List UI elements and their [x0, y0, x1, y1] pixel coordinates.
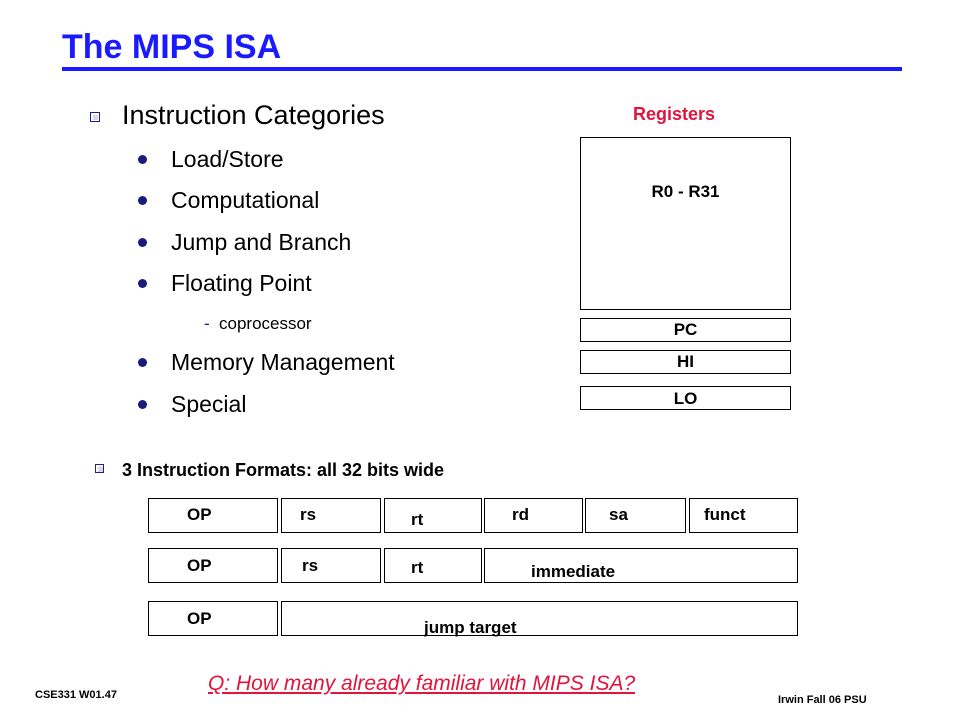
round-bullet-icon: [138, 196, 147, 205]
hi-label: HI: [677, 352, 694, 371]
field-label: rt: [411, 510, 424, 529]
round-bullet-icon: [138, 400, 147, 409]
field-label: sa: [609, 505, 628, 524]
round-bullet-icon: [138, 279, 147, 288]
lo-register-box: [580, 386, 791, 410]
r-rd-field: [484, 498, 583, 533]
round-bullet-icon: [138, 155, 147, 164]
i-op-field: [148, 548, 278, 583]
i-rt-field: [384, 548, 482, 583]
footer-author: Irwin Fall 06 PSU: [778, 694, 867, 706]
pc-label: PC: [673, 320, 698, 339]
r-rt-field: [384, 498, 482, 533]
r-op-field: [148, 498, 278, 533]
field-label: OP: [187, 505, 212, 524]
field-label: OP: [187, 609, 212, 628]
registers-heading: Registers: [633, 104, 716, 124]
category-item: Memory Management: [171, 349, 395, 375]
category-sub-item: coprocessor: [219, 314, 312, 333]
j-target-field: [281, 601, 798, 636]
field-label: immediate: [531, 562, 616, 581]
register-file-label: R0 - R31: [651, 182, 720, 201]
sub-dash: -: [204, 314, 210, 333]
i-immediate-field: [484, 548, 798, 583]
hi-register-box: [580, 350, 791, 374]
category-item: Computational: [171, 187, 320, 213]
formats-heading: 3 Instruction Formats: all 32 bits wide: [122, 460, 445, 480]
lo-label: LO: [673, 389, 698, 408]
field-label: rs: [300, 505, 317, 524]
square-bullet-icon: [95, 464, 104, 473]
pc-register-box: [580, 318, 791, 342]
i-rs-field: [281, 548, 381, 583]
field-label: jump target: [424, 618, 517, 637]
r-sa-field: [585, 498, 686, 533]
category-item: Special: [171, 391, 247, 417]
category-item: Floating Point: [171, 270, 312, 296]
register-file-box: [580, 137, 791, 310]
slide-title: The MIPS ISA: [62, 28, 282, 66]
title-underline: [62, 67, 902, 71]
field-label: rd: [512, 505, 529, 524]
category-item: Jump and Branch: [171, 229, 352, 255]
field-label: OP: [187, 556, 212, 575]
square-bullet-icon: [90, 112, 100, 122]
j-op-field: [148, 601, 278, 636]
round-bullet-icon: [138, 358, 147, 367]
categories-heading: Instruction Categories: [122, 100, 385, 130]
field-label: rs: [302, 556, 319, 575]
audience-question: Q: How many already familiar with MIPS ISA?: [208, 672, 636, 695]
category-item: Load/Store: [171, 146, 284, 172]
r-rs-field: [281, 498, 381, 533]
r-funct-field: [689, 498, 798, 533]
footer-course-slide: CSE331 W01.47: [35, 689, 117, 701]
round-bullet-icon: [138, 238, 147, 247]
field-label: rt: [411, 558, 424, 577]
field-label: funct: [704, 505, 746, 524]
